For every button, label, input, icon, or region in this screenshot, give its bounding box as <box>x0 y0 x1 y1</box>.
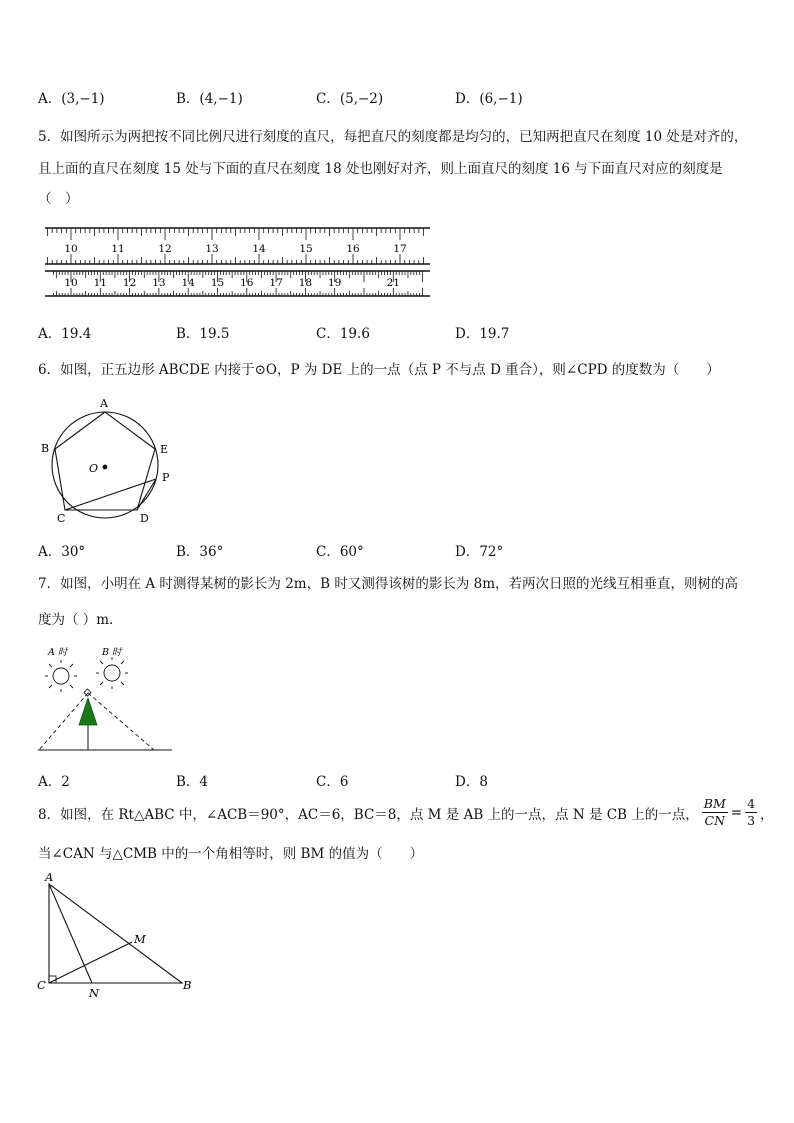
q4-option-b[interactable]: B．(4,−1) <box>176 91 243 107</box>
segment-an <box>49 884 92 983</box>
tree-shadow-figure <box>36 643 176 753</box>
pentagon-circle-figure <box>38 395 188 530</box>
q5-text-line1: 5．如图所示为两把按不同比例尺进行刻度的直尺，每把直尺的刻度都是均匀的，已知两把直尺在刻度 10 处是对齐的， <box>38 129 748 145</box>
label-a-time: A 时 <box>48 647 68 658</box>
ruler-tick-label: 14 <box>181 277 195 289</box>
q5-text-line2: 且上面的直尺在刻度 15 处与下面的直尺在刻度 18 处也刚好对齐，则上面直尺的刻度 16 与下面直尺对应的刻度是 <box>38 161 723 177</box>
pentagon-abcde <box>55 412 155 510</box>
center-dot <box>103 465 108 470</box>
q4-option-c[interactable]: C．(5,−2) <box>316 91 384 107</box>
q6-option-b[interactable]: B．36° <box>176 544 224 560</box>
q8-text-line1: 8．如图，在 Rt△ABC 中，∠ACB＝90°，AC＝6，BC＝8，点 M 是 AB 上的一点，点 N 是 CB 上的一点， $\frac{BM}{CN}$ = $\frac{4}{3}$ ， <box>38 796 774 828</box>
sun-a-icon <box>45 660 77 692</box>
ruler-tick-label: 15 <box>299 243 313 255</box>
ruler-tick-label: 18 <box>298 277 313 289</box>
label-c: C <box>37 978 46 992</box>
ruler-tick-label: 16 <box>346 243 360 255</box>
ruler-tick-label: 14 <box>252 243 266 255</box>
q4-option-d[interactable]: D．(6,−1) <box>455 91 523 107</box>
ruler-tick-label: 15 <box>210 277 225 289</box>
q7-option-a[interactable]: A．2 <box>38 774 70 790</box>
ruler-tick-label: 12 <box>158 243 172 255</box>
ruler-tick-label: 21 <box>386 277 400 289</box>
q7-option-d[interactable]: D．8 <box>455 774 488 790</box>
bottom-ruler-ticks <box>53 271 422 296</box>
fraction-4-3: $\frac{4}{3}$ <box>747 796 756 828</box>
ruler-tick-label: 12 <box>122 277 137 289</box>
label-b: B <box>183 978 192 992</box>
ruler-figure <box>40 224 435 304</box>
q7-option-c[interactable]: C．6 <box>316 774 349 790</box>
ruler-tick-label: 10 <box>64 277 78 289</box>
top-ruler-ticks <box>48 228 424 264</box>
tree-icon <box>79 698 97 725</box>
q8-text-line2: 当∠CAN 与△CMB 中的一个角相等时，则 BM 的值为（ ） <box>38 846 424 862</box>
label-m: M <box>134 932 146 946</box>
q6-option-d[interactable]: D．72° <box>455 544 504 560</box>
ruler-tick-label: 13 <box>205 243 219 255</box>
q7-option-b[interactable]: B．4 <box>176 774 209 790</box>
ruler-tick-label: 10 <box>64 243 78 255</box>
label-p: P <box>162 471 170 484</box>
label-n: N <box>89 986 100 1000</box>
label-e: E <box>160 443 169 456</box>
q5-option-a[interactable]: A．19.4 <box>38 326 92 342</box>
q5-option-d[interactable]: D．19.7 <box>455 326 510 342</box>
segment-cm <box>49 942 132 983</box>
ruler-tick-label: 19 <box>328 277 342 289</box>
ruler-tick-label: 17 <box>393 243 407 255</box>
q5-option-b[interactable]: B．19.5 <box>176 326 230 342</box>
q6-option-a[interactable]: A．30° <box>38 544 86 560</box>
ruler-tick-label: 13 <box>152 277 166 289</box>
q7-text-line2: 度为（ ）m． <box>38 612 123 628</box>
label-b-time: B 时 <box>102 647 122 658</box>
label-o: O <box>89 462 99 475</box>
triangle-abc <box>49 884 182 983</box>
q4-option-a[interactable]: A．(3,−1) <box>38 91 105 107</box>
triangle-figure <box>34 870 204 1000</box>
q6-text-line1: 6．如图，正五边形 ABCDE 内接于⊙O，P 为 DE 上的一点（点 P 不与点 D 重合），则∠CPD 的度数为（ ） <box>38 362 720 378</box>
q6-option-c[interactable]: C．60° <box>316 544 364 560</box>
ray-b <box>88 693 154 750</box>
ruler-tick-label: 11 <box>93 277 107 289</box>
label-b: B <box>41 442 50 455</box>
segment-cp <box>65 479 156 510</box>
label-a: A <box>100 397 108 410</box>
ruler-tick-label: 17 <box>269 277 283 289</box>
q5-option-c[interactable]: C．19.6 <box>316 326 370 342</box>
ruler-tick-label: 16 <box>240 277 254 289</box>
ruler-tick-label: 11 <box>111 243 125 255</box>
q5-text-line3: （ ） <box>38 191 79 207</box>
fraction-bm-cn: $\frac{BM}{CN}$ <box>703 796 726 828</box>
label-c: C <box>57 512 66 525</box>
sun-b-icon <box>96 657 128 689</box>
label-d: D <box>140 512 149 525</box>
q7-text-line1: 7．如图，小明在 A 时测得某树的影长为 2m，B 时又测得该树的影长为 8m，若两次日照的光线互相垂直，则树的高 <box>38 576 738 592</box>
segment-dp <box>137 479 156 510</box>
label-a: A <box>45 870 54 884</box>
